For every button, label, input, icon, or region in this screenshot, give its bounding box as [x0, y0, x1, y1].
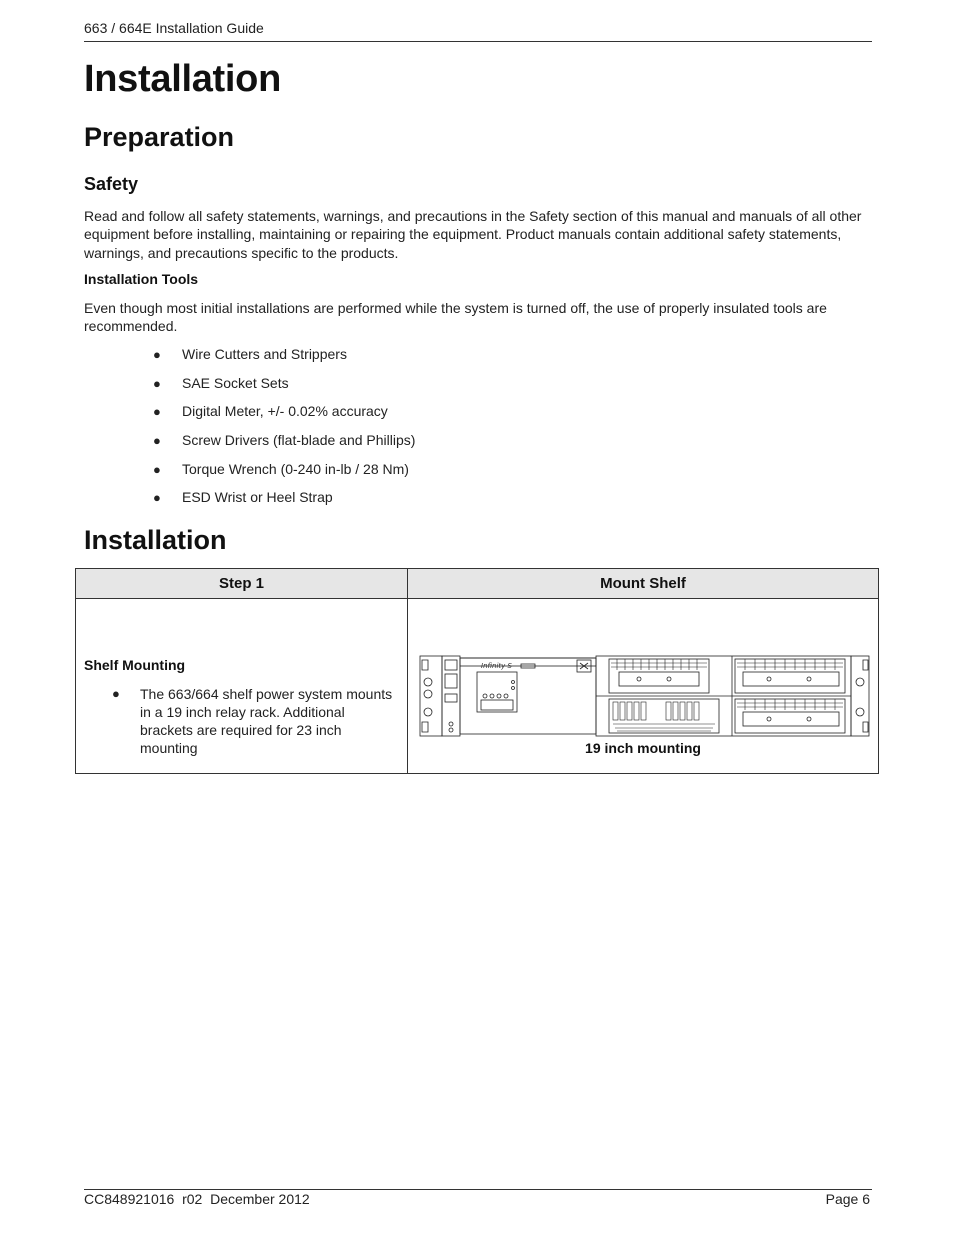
safety-paragraph: Read and follow all safety statements, warnings, and precautions in the Safety section of this manual and manuals of all other equipment before installing, maintaining or repairing the equipment. Product manuals contain additional safety statements, warnings, and precautions specific to the products.: [84, 208, 862, 261]
shelf-drawing: [419, 654, 871, 738]
bullet-icon: ●: [153, 433, 161, 449]
installation-steps-table: [75, 568, 879, 774]
step-figure-cell: [408, 599, 879, 774]
installation-heading: Installation: [84, 525, 227, 555]
list-item-text: The 663/664 shelf power system mounts in a 19 inch relay rack. Additional brackets are required for 23 inch mounting: [140, 686, 393, 756]
footer-doc-id: CC848921016 r02 December 2012: [84, 1191, 310, 1207]
header-rule: [84, 41, 872, 42]
table-header-step: Step 1: [76, 569, 408, 599]
list-item-text: Screw Drivers (flat-blade and Phillips): [182, 432, 416, 449]
bullet-icon: ●: [153, 375, 161, 391]
list-item: [150, 460, 415, 489]
table-header-action: Mount Shelf: [408, 569, 879, 599]
bullet-icon: ●: [153, 461, 161, 477]
bullet-icon: ●: [112, 686, 120, 701]
right-rack-ear: [851, 656, 869, 736]
list-item-text: SAE Socket Sets: [182, 374, 289, 391]
list-item: [150, 402, 415, 431]
list-item: [150, 488, 415, 517]
running-header: 663 / 664E Installation Guide: [84, 20, 264, 36]
step-description-cell: [76, 599, 408, 774]
list-item: [150, 374, 415, 403]
list-item-text: Wire Cutters and Strippers: [182, 346, 347, 362]
list-item-text: Digital Meter, +/- 0.02% accuracy: [182, 403, 388, 420]
figure-caption: 19 inch mounting: [585, 740, 701, 756]
shelf-mounting-list: [112, 685, 397, 757]
bullet-icon: ●: [153, 404, 161, 420]
tools-list: [150, 345, 415, 517]
shelf-mounting-heading: Shelf Mounting: [84, 657, 186, 673]
brand-label: Infinity S: [481, 662, 512, 670]
list-item-text: ESD Wrist or Heel Strap: [182, 489, 333, 506]
list-item: [112, 685, 397, 757]
list-item: [150, 345, 415, 374]
table-row: [76, 599, 879, 774]
list-item-text: Torque Wrench (0-240 in-lb / 28 Nm): [182, 460, 409, 477]
installation-tools-paragraph: Even though most initial installations are performed while the system is turned off, the use of properly insulated tools are recommended.: [84, 300, 827, 335]
table-header-row: [76, 569, 879, 599]
bullet-icon: ●: [153, 347, 161, 362]
list-item: [150, 431, 415, 460]
page-title: Installation: [84, 58, 281, 100]
safety-heading: Safety: [84, 174, 139, 194]
footer-page-number: Page 6: [825, 1191, 870, 1207]
preparation-heading: Preparation: [84, 122, 235, 152]
footer-rule: [84, 1189, 872, 1190]
bullet-icon: ●: [153, 490, 161, 506]
installation-tools-heading: Installation Tools: [84, 271, 199, 287]
